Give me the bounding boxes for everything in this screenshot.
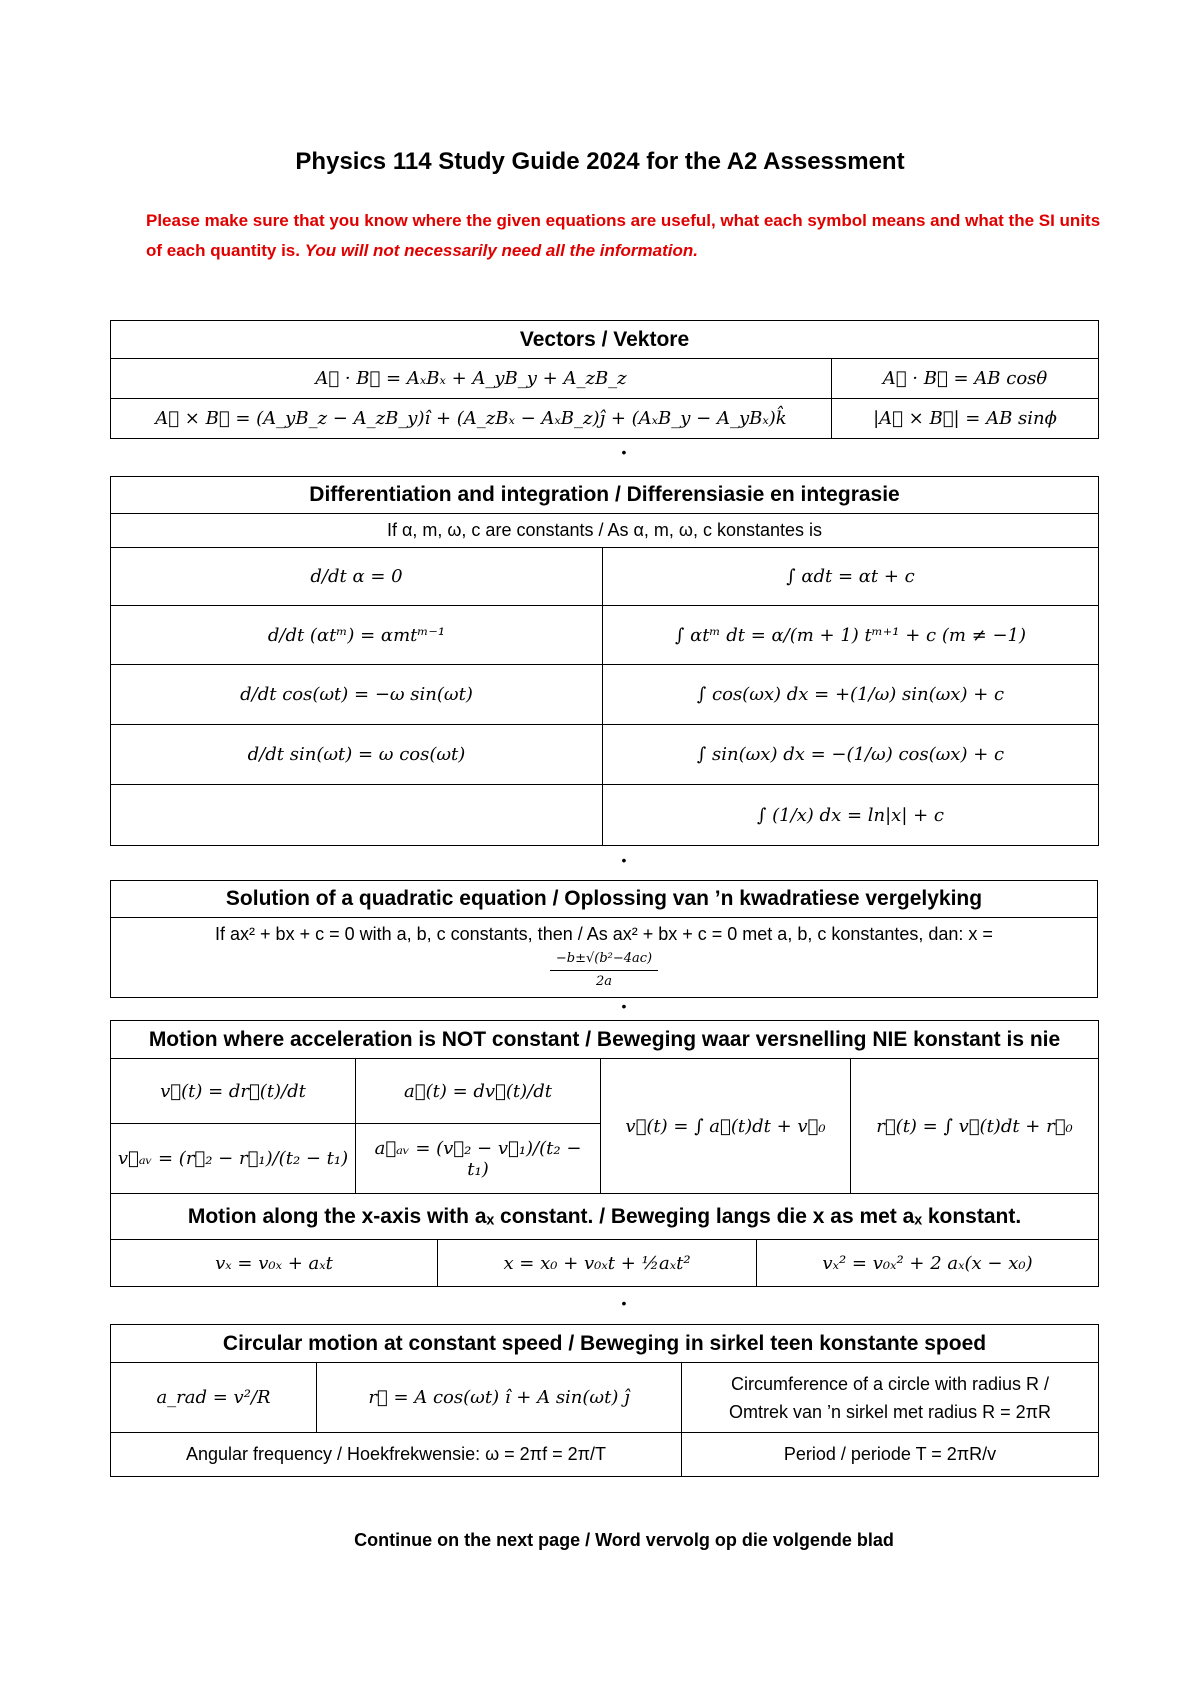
quadratic-numerator: −b±√(b²−4ac) bbox=[550, 948, 658, 971]
velocity-definition: v⃗(t) = dr⃗(t)/dt bbox=[111, 1059, 356, 1124]
integral-power: ∫ αtᵐ dt = α/(m + 1) tᵐ⁺¹ + c (m ≠ −1) bbox=[603, 606, 1099, 665]
radial-acceleration: a_rad = v²/R bbox=[111, 1363, 317, 1433]
note-text: Please make sure that you know where the given equations are useful, what each symbol means and what the SI units of each quantity is. bbox=[146, 211, 1101, 260]
quadratic-table bbox=[110, 880, 1098, 998]
cross-product-components: A⃗ × B⃗ = (A_yB_z − A_zB_y)î + (A_zBₓ − AₓB_z)ĵ + (AₓB_y − A_yBₓ)k̂ bbox=[111, 399, 832, 439]
average-velocity: v⃗ₐᵥ = (r⃗₂ − r⃗₁)/(t₂ − t₁) bbox=[111, 1124, 356, 1194]
circumference-cell bbox=[682, 1363, 1099, 1433]
constant-acceleration-heading: Motion along the x-axis with aₓ constant. / Beweging langs die x as met aₓ konstant. bbox=[111, 1194, 1099, 1240]
circular-table bbox=[110, 1324, 1099, 1477]
page-title: Physics 114 Study Guide 2024 for the A2 Assessment bbox=[295, 148, 905, 175]
derivative-cos: d/dt cos(ωt) = −ω sin(ωt) bbox=[111, 665, 603, 725]
calculus-table bbox=[110, 476, 1099, 846]
velocity-integral: v⃗(t) = ∫ a⃗(t)dt + v⃗₀ bbox=[601, 1059, 851, 1194]
position-integral: r⃗(t) = ∫ v⃗(t)dt + r⃗₀ bbox=[851, 1059, 1099, 1194]
average-acceleration: a⃗ₐᵥ = (v⃗₂ − v⃗₁)/(t₂ − t₁) bbox=[356, 1124, 601, 1194]
motion-table bbox=[110, 1020, 1099, 1287]
dot-product-components: A⃗ · B⃗ = AₓBₓ + A_yB_y + A_zB_z bbox=[111, 359, 832, 399]
derivative-power: d/dt (αtᵐ) = αmtᵐ⁻¹ bbox=[111, 606, 603, 665]
separator-bullet: • bbox=[621, 852, 627, 868]
note-italic: You will not necessarily need all the information. bbox=[304, 241, 698, 260]
kinematic-position: x = x₀ + v₀ₓt + ½aₓt² bbox=[438, 1240, 757, 1287]
motion-heading: Motion where acceleration is NOT constant / Beweging waar versnelling NIE konstant is nie bbox=[111, 1021, 1099, 1059]
cross-product-magnitude: |A⃗ × B⃗| = AB sinϕ bbox=[832, 399, 1099, 439]
circular-position: r⃗ = A cos(ωt) î + A sin(ωt) ĵ bbox=[317, 1363, 682, 1433]
circumference-line1: Circumference of a circle with radius R / bbox=[730, 1373, 1050, 1394]
constants-note: If α, m, ω, c are constants / As α, m, ω, c konstantes is bbox=[111, 514, 1099, 548]
derivative-sin: d/dt sin(ωt) = ω cos(ωt) bbox=[111, 725, 603, 785]
continue-footer: Continue on the next page / Word vervolg op die volgende blad bbox=[354, 1530, 894, 1550]
separator-bullet: • bbox=[621, 444, 627, 460]
angular-frequency: Angular frequency / Hoekfrekwensie: ω = 2πf = 2π/T bbox=[111, 1433, 682, 1477]
quadratic-heading: Solution of a quadratic equation / Oplossing van ’n kwadratiese vergelyking bbox=[111, 881, 1098, 918]
integral-cos: ∫ cos(ωx) dx = +(1/ω) sin(ωx) + c bbox=[603, 665, 1099, 725]
empty-cell bbox=[111, 785, 603, 846]
kinematic-velocity: vₓ = v₀ₓ + aₓt bbox=[111, 1240, 438, 1287]
acceleration-definition: a⃗(t) = dv⃗(t)/dt bbox=[356, 1059, 601, 1124]
vectors-table bbox=[110, 320, 1099, 439]
integral-reciprocal: ∫ (1/x) dx = ln|x| + c bbox=[603, 785, 1099, 846]
kinematic-velocity-squared: vₓ² = v₀ₓ² + 2 aₓ(x − x₀) bbox=[757, 1240, 1099, 1287]
separator-bullet: • bbox=[621, 998, 627, 1014]
period: Period / periode T = 2πR/v bbox=[682, 1433, 1099, 1477]
circumference-line2: Omtrek van ’n sirkel met radius R = 2πR bbox=[729, 1401, 1052, 1422]
derivative-constant: d/dt α = 0 bbox=[111, 548, 603, 606]
separator-bullet: • bbox=[621, 1295, 627, 1311]
quadratic-formula bbox=[111, 918, 1098, 998]
quadratic-line1: If ax² + bx + c = 0 with a, b, c constants, then / As ax² + bx + c = 0 met a, b, c konstantes, dan: x = bbox=[215, 923, 993, 944]
vectors-heading: Vectors / Vektore bbox=[111, 321, 1099, 359]
circular-heading: Circular motion at constant speed / Beweging in sirkel teen konstante spoed bbox=[111, 1325, 1099, 1363]
integral-sin: ∫ sin(ωx) dx = −(1/ω) cos(ωx) + c bbox=[603, 725, 1099, 785]
calculus-heading: Differentiation and integration / Differensiasie en integrasie bbox=[111, 477, 1099, 514]
integral-constant: ∫ αdt = αt + c bbox=[603, 548, 1099, 606]
instruction-note bbox=[146, 206, 1106, 266]
quadratic-denominator: 2a bbox=[595, 973, 613, 989]
dot-product-magnitude: A⃗ · B⃗ = AB cosθ bbox=[832, 359, 1099, 399]
